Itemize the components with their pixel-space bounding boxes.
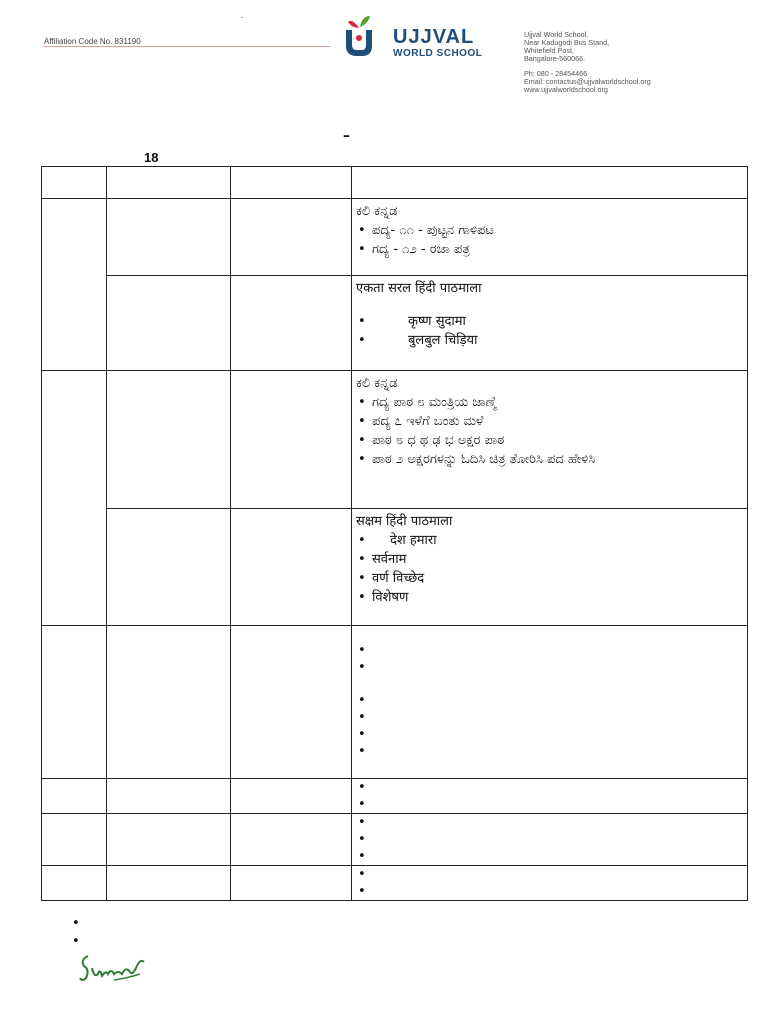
table-cell bbox=[107, 167, 231, 199]
bullet-mark bbox=[356, 726, 747, 743]
table-cell bbox=[107, 866, 231, 901]
address-line: Bangalore-560066. bbox=[524, 54, 586, 63]
bullet-mark bbox=[356, 831, 747, 848]
logo-emblem-icon bbox=[340, 14, 390, 60]
table-cell bbox=[231, 866, 352, 901]
stray-mark: - bbox=[241, 14, 244, 21]
bullet-mark bbox=[356, 848, 747, 865]
school-subtitle: WORLD SCHOOL bbox=[393, 48, 483, 59]
table-cell bbox=[107, 371, 231, 509]
bullet-list-cell bbox=[352, 779, 748, 814]
bullet-mark bbox=[356, 883, 747, 900]
table-cell bbox=[42, 866, 107, 901]
table-cell bbox=[107, 779, 231, 814]
bullet-mark bbox=[356, 866, 747, 883]
list-item: • ಗದ್ಯ - ೧೨ - ರಜಾ ಪತ್ರ bbox=[356, 240, 743, 259]
table-row bbox=[42, 276, 748, 371]
table-row bbox=[42, 866, 748, 901]
table-cell bbox=[231, 779, 352, 814]
table-row bbox=[42, 371, 748, 509]
bullet-mark bbox=[356, 709, 747, 726]
letterhead bbox=[0, 0, 768, 110]
bullet-mark bbox=[356, 692, 747, 709]
table-cell bbox=[231, 167, 352, 199]
table-cell bbox=[42, 199, 107, 371]
bullet-mark bbox=[356, 642, 747, 659]
table-cell bbox=[42, 814, 107, 866]
table-cell bbox=[107, 626, 231, 779]
table-cell bbox=[231, 371, 352, 509]
bullet-list-cell bbox=[352, 814, 748, 866]
list-item: • ಗದ್ಯ ಪಾಠ ೮ ಮಂತ್ರಿಯ ಜಾಣ್ಮೆ bbox=[356, 393, 743, 412]
bullet-mark bbox=[356, 659, 747, 676]
list-item: • ಪದ್ಯ ೭ ಇಳೆಗೆ ಬಂತು ಮಳೆ bbox=[356, 412, 743, 431]
bullet-mark: • bbox=[72, 934, 80, 949]
affiliation-divider bbox=[44, 46, 330, 47]
table-cell bbox=[231, 276, 352, 371]
footer-bullets bbox=[72, 915, 80, 951]
table-cell bbox=[231, 626, 352, 779]
table-cell bbox=[107, 509, 231, 626]
table-cell bbox=[107, 276, 231, 371]
website-address: www.ujjvalworldschool.org bbox=[524, 85, 608, 94]
list-item: • देश हमारा bbox=[356, 531, 743, 550]
phone-number: Ph: 080 - 28454466 bbox=[524, 69, 588, 78]
hindi-book-title: एकता सरल हिंदी पाठमाला bbox=[356, 281, 482, 296]
table-row bbox=[42, 626, 748, 779]
bullet-list-cell bbox=[352, 866, 748, 901]
kannada-topics-cell bbox=[352, 199, 748, 276]
table-row bbox=[42, 814, 748, 866]
teacher-signature bbox=[78, 948, 158, 992]
email-address: Email: contactus@ujjvalworldschool.org bbox=[524, 77, 651, 86]
list-item: • बुलबुल चिड़िया bbox=[356, 331, 743, 350]
table-cell bbox=[231, 509, 352, 626]
hindi-topics-cell bbox=[352, 509, 748, 626]
bullet-mark: • bbox=[72, 916, 80, 931]
table-row bbox=[42, 779, 748, 814]
syllabus-table bbox=[41, 166, 748, 901]
table-row bbox=[42, 199, 748, 276]
kannada-book-title: ಕಲಿ ಕನ್ನಡ bbox=[356, 376, 398, 391]
bullet-mark bbox=[356, 814, 747, 831]
table-cell bbox=[42, 626, 107, 779]
kannada-topics-cell bbox=[352, 371, 748, 509]
bullet-mark bbox=[356, 743, 747, 760]
kannada-book-title: ಕಲಿ ಕನ್ನಡ bbox=[356, 204, 398, 219]
table-cell bbox=[352, 167, 748, 199]
bullet-mark bbox=[356, 796, 747, 813]
hindi-topics-cell bbox=[352, 276, 748, 371]
list-item: • कृष्ण सुदामा bbox=[356, 312, 743, 331]
table-cell bbox=[107, 814, 231, 866]
table-cell bbox=[107, 199, 231, 276]
hindi-book-title: सक्षम हिंदी पाठमाला bbox=[356, 514, 453, 529]
table-cell bbox=[42, 779, 107, 814]
list-item: • वर्ण विच्छेद bbox=[356, 569, 743, 588]
grade-number: 18 bbox=[144, 150, 159, 165]
table-cell bbox=[42, 371, 107, 626]
list-item: • सर्वनाम bbox=[356, 550, 743, 569]
affiliation-code: Affiliation Code No. 831190 bbox=[44, 37, 141, 46]
signature-icon bbox=[78, 948, 158, 988]
list-item: • ಪಾಠ ೨ ಅಕ್ಷರಗಳನ್ನು ಓದಿಸಿ ಚಿತ್ರ ತೋರಿಸಿ ಪದ ಹೇಳಿಸಿ bbox=[356, 450, 743, 469]
school-address bbox=[524, 31, 651, 94]
school-name: UJJVAL bbox=[393, 26, 475, 48]
table-row bbox=[42, 509, 748, 626]
address-line: Ujjval World School, bbox=[524, 30, 589, 39]
table-cell bbox=[231, 199, 352, 276]
list-item: • विशेषण bbox=[356, 588, 743, 607]
table-cell bbox=[42, 167, 107, 199]
title-dash: – bbox=[343, 128, 350, 144]
address-line: Whitefield Post, bbox=[524, 46, 574, 55]
table-header-row bbox=[42, 167, 748, 199]
list-item: • ಪದ್ಯ- ೧೧ - ಪುಟ್ಟನ ಗಾಳಿಪಟ bbox=[356, 221, 743, 240]
bullet-list-cell bbox=[352, 626, 748, 779]
address-line: Near Kadugodi Bus Stand, bbox=[524, 38, 610, 47]
list-item: • ಪಾಠ ೮ ಧ ಥ ಢ ಭ ಅಕ್ಷರ ಪಾಠ bbox=[356, 431, 743, 450]
bullet-mark bbox=[356, 779, 747, 796]
school-logo bbox=[340, 14, 510, 60]
table-cell bbox=[231, 814, 352, 866]
